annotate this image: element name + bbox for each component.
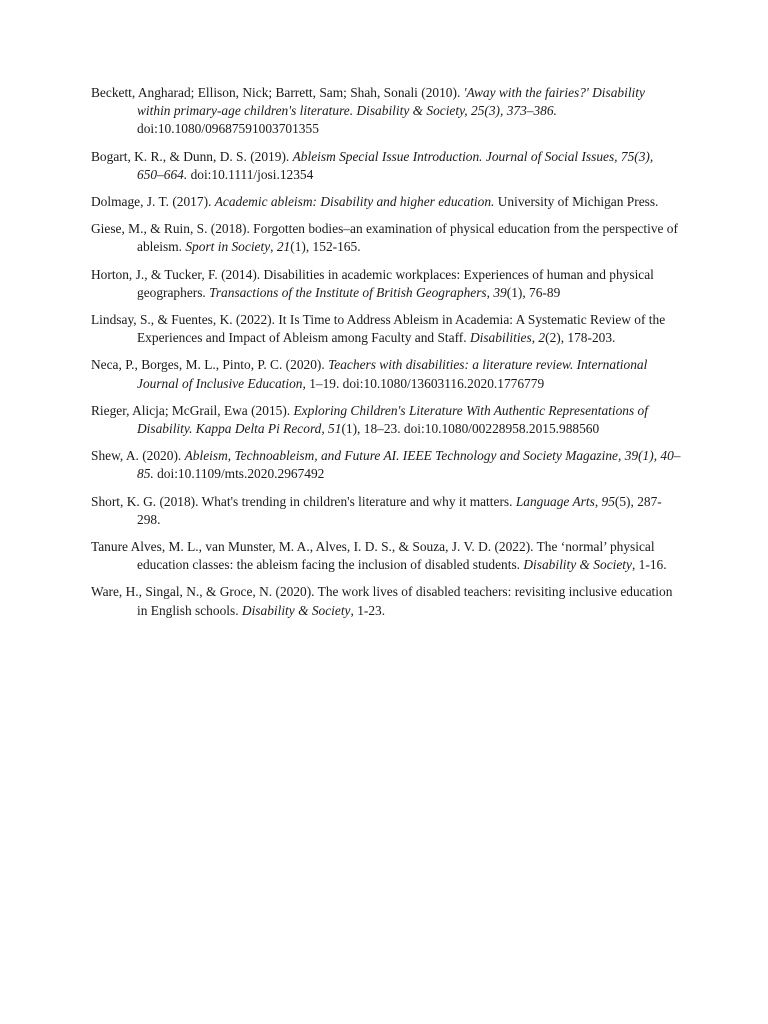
- reference-text: Giese, M., & Ruin, S. (2018). Forgotten bodies–an examination of physical education from the perspective of ableism.: [91, 221, 678, 255]
- reference-text: ,: [270, 239, 277, 255]
- reference-italic-text: Exploring Children's Literature With Authentic Representations of Disability. Kappa Delta Pi Record, 51: [137, 402, 648, 437]
- reference-italic-text: 95: [601, 493, 615, 509]
- reference-italic-text: Disabilities: [469, 330, 532, 346]
- reference-text: Short, K. G. (2018). What's trending in children's literature and why it matters.: [91, 493, 516, 509]
- reference-italic-text: Sport in Society: [185, 239, 271, 255]
- reference-text: (5), 287-298.: [137, 493, 662, 527]
- reference-entry: [91, 311, 681, 347]
- reference-italic-text: Language Arts: [515, 493, 595, 509]
- reference-text: Tanure Alves, M. L., van Munster, M. A., Alves, I. D. S., & Souza, J. V. D. (2022). The ‘normal’ physical education classes: the ableism facing the inclusion of disabled students.: [91, 539, 655, 573]
- reference-text: ,: [594, 493, 602, 509]
- reference-italic-text: 39: [493, 284, 507, 300]
- reference-entry: [91, 356, 681, 392]
- reference-text: doi:10.1111/josi.12354: [187, 166, 314, 182]
- reference-text: University of Michigan Press.: [494, 194, 659, 210]
- reference-text: Neca, P., Borges, M. L., Pinto, P. C. (2020).: [91, 357, 329, 373]
- reference-text: (1), 18–23. doi:10.1080/00228958.2015.988560: [341, 421, 600, 437]
- reference-entry: [91, 193, 681, 211]
- reference-text: Dolmage, J. T. (2017).: [91, 194, 215, 210]
- reference-text: , 1-16.: [631, 557, 667, 573]
- reference-italic-text: Academic ableism: Disability and higher education.: [214, 194, 495, 210]
- reference-entry: [91, 402, 681, 438]
- reference-text: Shew, A. (2020).: [91, 448, 185, 464]
- reference-entry: [91, 583, 681, 619]
- reference-entry: [91, 538, 681, 574]
- reference-entry: [91, 220, 681, 256]
- reference-text: ,: [486, 284, 494, 300]
- reference-text: (2), 178-203.: [545, 330, 616, 346]
- reference-italic-text: Ableism, Technoableism, and Future AI. IEEE Technology and Society Magazine, 39(1), 40–85.: [137, 448, 681, 482]
- reference-text: , 1-23.: [350, 602, 386, 618]
- reference-italic-text: 'Away with the fairies?' Disability within primary-age children's literature. Disability & Society, 25(3), 373–386.: [137, 85, 645, 119]
- reference-text: Ware, H., Singal, N., & Groce, N. (2020). The work lives of disabled teachers: revisiting inclusive education in English schools.: [91, 584, 673, 618]
- reference-italic-text: 2: [538, 330, 546, 346]
- reference-entry: [91, 447, 681, 483]
- reference-text: doi:10.1109/mts.2020.2967492: [153, 466, 325, 482]
- reference-italic-text: Teachers with disabilities: a literature review. International Journal of Inclusive Education,: [137, 357, 648, 391]
- reference-text: Horton, J., & Tucker, F. (2014). Disabilities in academic workplaces: Experiences of human and physical geographers.: [91, 266, 654, 300]
- reference-entry: [91, 84, 681, 139]
- reference-italic-text: 21: [276, 239, 291, 255]
- reference-text: 1–19. doi:10.1080/13603116.2020.1776779: [305, 375, 545, 391]
- reference-text: Lindsay, S., & Fuentes, K. (2022). It Is Time to Address Ableism in Academia: A Systematic Review of the Experiences and Impact of Ableism among Faculty and Staff.: [91, 312, 666, 346]
- reference-text: ,: [531, 330, 539, 346]
- reference-italic-text: Disability & Society: [241, 602, 351, 618]
- reference-text: (1), 76-89: [506, 284, 561, 300]
- reference-italic-text: Disability & Society: [523, 557, 632, 573]
- reference-entry: [91, 266, 681, 302]
- reference-italic-text: Ableism Special Issue Introduction. Journal of Social Issues, 75(3), 650–664.: [137, 148, 654, 182]
- reference-entry: [91, 148, 681, 184]
- reference-list: [91, 84, 681, 629]
- reference-text: Rieger, Alicja; McGrail, Ewa (2015).: [91, 402, 294, 418]
- reference-entry: [91, 493, 681, 529]
- reference-text: (1), 152-165.: [290, 239, 361, 255]
- reference-italic-text: Transactions of the Institute of British Geographers: [209, 284, 487, 300]
- reference-text: doi:10.1080/09687591003701355: [137, 121, 319, 137]
- reference-text: Bogart, K. R., & Dunn, D. S. (2019).: [91, 148, 293, 164]
- reference-text: Beckett, Angharad; Ellison, Nick; Barrett, Sam; Shah, Sonali (2010).: [91, 85, 464, 100]
